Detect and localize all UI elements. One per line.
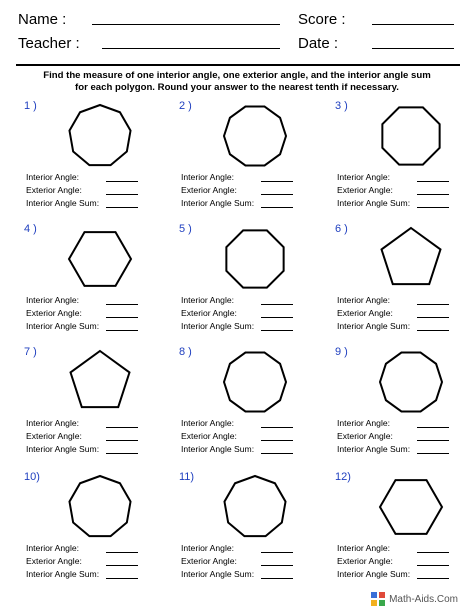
interior-angle-row: [337, 543, 390, 553]
problem-9: [337, 346, 474, 469]
interior-angle-answer[interactable]: [106, 304, 138, 305]
date-field[interactable]: [372, 48, 454, 49]
score-field[interactable]: [372, 24, 454, 25]
interior-angle-sum-row: [181, 198, 254, 208]
interior-angle-label: Interior Angle:: [337, 295, 391, 305]
exterior-angle-label: Exterior Angle:: [181, 308, 237, 318]
interior-angle-sum-label: Interior Angle Sum:: [337, 569, 411, 579]
interior-angle-sum-answer[interactable]: [261, 330, 293, 331]
interior-angle-sum-row: [181, 321, 254, 331]
interior-angle-row: [181, 172, 234, 182]
interior-angle-sum-label: Interior Angle Sum:: [181, 569, 255, 579]
polygon-shape: [226, 230, 283, 287]
interior-angle-label: Interior Angle:: [26, 295, 80, 305]
interior-angle-answer[interactable]: [417, 552, 449, 553]
problem-5: [181, 223, 331, 346]
exterior-angle-row: [337, 431, 393, 441]
interior-angle-label: Interior Angle:: [181, 172, 235, 182]
exterior-angle-answer[interactable]: [417, 565, 449, 566]
exterior-angle-row: [26, 185, 82, 195]
exterior-angle-label: Exterior Angle:: [26, 308, 82, 318]
interior-angle-sum-answer[interactable]: [417, 330, 449, 331]
exterior-angle-label: Exterior Angle:: [26, 185, 82, 195]
exterior-angle-row: [181, 556, 237, 566]
polygon-shape: [382, 107, 439, 164]
exterior-angle-answer[interactable]: [417, 194, 449, 195]
exterior-angle-label: Exterior Angle:: [337, 556, 393, 566]
interior-angle-sum-answer[interactable]: [417, 207, 449, 208]
exterior-angle-row: [181, 185, 237, 195]
teacher-field[interactable]: [102, 48, 280, 49]
score-label: Score :: [298, 11, 346, 28]
polygon-shape: [382, 228, 441, 284]
interior-angle-sum-label: Interior Angle Sum:: [26, 569, 100, 579]
problem-12: [337, 471, 474, 594]
exterior-angle-answer[interactable]: [106, 194, 138, 195]
problem-number: 7 ): [24, 346, 37, 358]
exterior-angle-label: Exterior Angle:: [26, 556, 82, 566]
exterior-angle-answer[interactable]: [261, 565, 293, 566]
interior-angle-row: [337, 295, 390, 305]
interior-angle-row: [181, 543, 234, 553]
interior-angle-sum-label: Interior Angle Sum:: [26, 198, 100, 208]
interior-angle-sum-row: [26, 321, 99, 331]
interior-angle-sum-row: [26, 569, 99, 579]
interior-angle-answer[interactable]: [417, 304, 449, 305]
polygon-10-sides: [375, 346, 447, 418]
problem-number: 1 ): [24, 100, 37, 112]
problem-number: 10): [24, 471, 40, 483]
problem-8: [181, 346, 331, 469]
problem-number: 5 ): [179, 223, 192, 235]
interior-angle-label: Interior Angle:: [337, 418, 391, 428]
interior-angle-answer[interactable]: [261, 304, 293, 305]
interior-angle-label: Interior Angle:: [26, 543, 80, 553]
interior-angle-answer[interactable]: [417, 427, 449, 428]
instructions-line-1: Find the measure of one interior angle, one exterior angle, and the interior angle sum: [43, 70, 431, 81]
interior-angle-sum-label: Interior Angle Sum:: [337, 444, 411, 454]
interior-angle-answer[interactable]: [261, 181, 293, 182]
interior-angle-answer[interactable]: [106, 181, 138, 182]
exterior-angle-answer[interactable]: [261, 440, 293, 441]
exterior-angle-label: Exterior Angle:: [181, 431, 237, 441]
interior-angle-row: [26, 295, 79, 305]
polygon-6-sides: [64, 223, 136, 295]
exterior-angle-answer[interactable]: [417, 317, 449, 318]
teacher-label: Teacher :: [18, 35, 80, 52]
exterior-angle-label: Exterior Angle:: [337, 185, 393, 195]
problem-6: [337, 223, 474, 346]
instructions-line-2: for each polygon. Round your answer to the nearest tenth if necessary.: [75, 81, 399, 93]
exterior-angle-row: [181, 431, 237, 441]
interior-angle-sum-answer[interactable]: [261, 578, 293, 579]
interior-angle-sum-row: [181, 569, 254, 579]
exterior-angle-row: [26, 431, 82, 441]
interior-angle-sum-row: [337, 321, 410, 331]
polygon-shape: [224, 476, 285, 536]
polygon-shape: [224, 353, 286, 412]
problem-number: 6 ): [335, 223, 348, 235]
problem-number: 12): [335, 471, 351, 483]
interior-angle-sum-row: [181, 444, 254, 454]
exterior-angle-answer[interactable]: [106, 565, 138, 566]
problem-number: 3 ): [335, 100, 348, 112]
problem-4: [26, 223, 176, 346]
problem-7: [26, 346, 176, 469]
name-field[interactable]: [92, 24, 280, 25]
interior-angle-sum-row: [337, 444, 410, 454]
polygon-10-sides: [219, 346, 291, 418]
polygon-8-sides: [375, 100, 447, 172]
interior-angle-sum-row: [337, 569, 410, 579]
interior-angle-answer[interactable]: [417, 181, 449, 182]
interior-angle-sum-label: Interior Angle Sum:: [26, 321, 100, 331]
polygon-shape: [380, 480, 442, 534]
interior-angle-label: Interior Angle:: [181, 295, 235, 305]
problem-1: [26, 100, 176, 223]
interior-angle-sum-row: [337, 198, 410, 208]
interior-angle-label: Interior Angle:: [181, 418, 235, 428]
interior-angle-sum-answer[interactable]: [106, 578, 138, 579]
interior-angle-answer[interactable]: [106, 427, 138, 428]
interior-angle-sum-answer[interactable]: [261, 453, 293, 454]
date-label: Date :: [298, 35, 339, 52]
exterior-angle-row: [337, 185, 393, 195]
interior-angle-sum-label: Interior Angle Sum:: [26, 444, 100, 454]
exterior-angle-label: Exterior Angle:: [337, 308, 393, 318]
interior-angle-sum-label: Interior Angle Sum:: [181, 198, 255, 208]
problem-number: 11): [179, 471, 195, 483]
polygon-10-sides: [219, 100, 291, 172]
problem-number: 4 ): [24, 223, 37, 235]
footer-brand-text: Math-Aids.Com: [389, 593, 458, 605]
interior-angle-label: Interior Angle:: [337, 172, 391, 182]
interior-angle-sum-answer[interactable]: [106, 330, 138, 331]
problem-2: [181, 100, 331, 223]
exterior-angle-row: [26, 556, 82, 566]
polygon-9-sides: [64, 100, 136, 172]
problem-number: 2 ): [179, 100, 192, 112]
interior-angle-sum-label: Interior Angle Sum:: [181, 444, 255, 454]
interior-angle-row: [181, 418, 234, 428]
exterior-angle-label: Exterior Angle:: [26, 431, 82, 441]
interior-angle-row: [26, 418, 79, 428]
problem-10: [26, 471, 176, 594]
polygon-9-sides: [64, 471, 136, 543]
exterior-angle-answer[interactable]: [261, 317, 293, 318]
polygon-shape: [380, 353, 442, 412]
interior-angle-sum-row: [26, 444, 99, 454]
interior-angle-sum-label: Interior Angle Sum:: [337, 198, 411, 208]
polygon-8-sides: [219, 223, 291, 295]
interior-angle-row: [337, 418, 390, 428]
exterior-angle-label: Exterior Angle:: [181, 185, 237, 195]
interior-angle-sum-answer[interactable]: [261, 207, 293, 208]
interior-angle-sum-answer[interactable]: [106, 453, 138, 454]
exterior-angle-row: [337, 308, 393, 318]
interior-angle-label: Interior Angle:: [337, 543, 391, 553]
exterior-angle-row: [26, 308, 82, 318]
polygon-shape: [69, 105, 130, 165]
interior-angle-label: Interior Angle:: [26, 172, 80, 182]
interior-angle-sum-answer[interactable]: [106, 207, 138, 208]
interior-angle-answer[interactable]: [261, 427, 293, 428]
exterior-angle-row: [181, 308, 237, 318]
exterior-angle-answer[interactable]: [106, 317, 138, 318]
interior-angle-sum-answer[interactable]: [417, 453, 449, 454]
interior-angle-row: [181, 295, 234, 305]
polygon-shape: [69, 232, 131, 286]
interior-angle-label: Interior Angle:: [26, 418, 80, 428]
name-label: Name :: [18, 11, 67, 28]
interior-angle-sum-answer[interactable]: [417, 578, 449, 579]
polygon-shape: [224, 107, 286, 166]
instructions: [20, 70, 454, 93]
exterior-angle-row: [337, 556, 393, 566]
problem-11: [181, 471, 331, 594]
exterior-angle-answer[interactable]: [417, 440, 449, 441]
problem-number: 8 ): [179, 346, 192, 358]
polygon-shape: [71, 351, 130, 407]
polygon-9-sides: [219, 471, 291, 543]
interior-angle-row: [26, 543, 79, 553]
polygon-5-sides: [375, 223, 447, 295]
problem-3: [337, 100, 474, 223]
header-divider: [16, 64, 460, 66]
interior-angle-label: Interior Angle:: [181, 543, 235, 553]
exterior-angle-answer[interactable]: [261, 194, 293, 195]
interior-angle-row: [337, 172, 390, 182]
math-aids-logo-icon: [371, 592, 385, 606]
polygon-6-sides: [375, 471, 447, 543]
interior-angle-sum-label: Interior Angle Sum:: [181, 321, 255, 331]
exterior-angle-label: Exterior Angle:: [181, 556, 237, 566]
polygon-shape: [69, 476, 130, 536]
interior-angle-answer[interactable]: [106, 552, 138, 553]
exterior-angle-answer[interactable]: [106, 440, 138, 441]
exterior-angle-label: Exterior Angle:: [337, 431, 393, 441]
problem-number: 9 ): [335, 346, 348, 358]
polygon-5-sides: [64, 346, 136, 418]
footer-brand: [371, 592, 458, 606]
interior-angle-sum-label: Interior Angle Sum:: [337, 321, 411, 331]
interior-angle-answer[interactable]: [261, 552, 293, 553]
interior-angle-row: [26, 172, 79, 182]
interior-angle-sum-row: [26, 198, 99, 208]
